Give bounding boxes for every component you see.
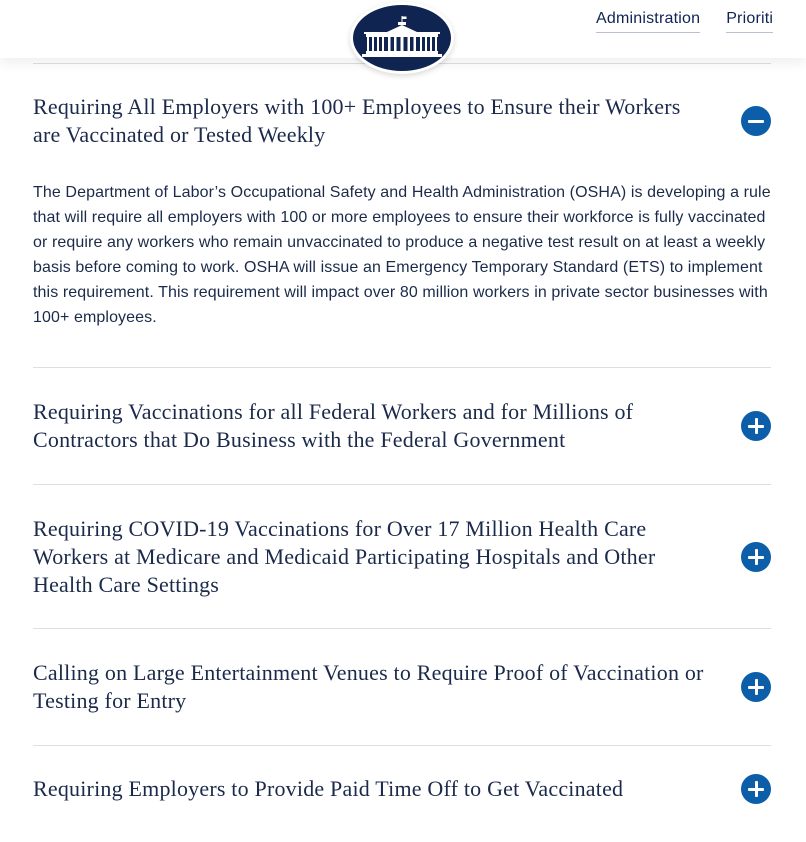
accordion-item-entertainment-venues — [33, 629, 771, 746]
minus-circle-icon[interactable] — [741, 106, 771, 136]
accordion-item-paid-time-off — [33, 746, 771, 804]
plus-circle-icon[interactable] — [741, 774, 771, 804]
accordion-header[interactable] — [33, 746, 771, 804]
accordion-body-text: The Department of Labor’s Occupational Safety and Health Administration (OSHA) is developing a rule that will require all employers with 100 or more employees to ensure their workforce is fully vaccinated or require any workers who remain unvaccinated to produce a negative test result on at least a weekly basis before coming to work. OSHA will issue an Emergency Temporary Standard (ETS) to implement this requirement. This requirement will impact over 80 million workers in private sector businesses with 100+ employees. — [33, 184, 771, 326]
accordion-title: Requiring All Employers with 100+ Employees to Ensure their Workers are Vaccinated or Tested Weekly — [33, 94, 681, 147]
plus-circle-icon[interactable] — [741, 672, 771, 702]
accordion-title: Requiring Vaccinations for all Federal Workers and for Millions of Contractors that Do Business with the Federal Government — [33, 399, 634, 452]
accordion-item-federal-workers — [33, 368, 771, 485]
primary-nav — [596, 10, 773, 33]
accordion-title: Requiring COVID-19 Vaccinations for Over 17 Million Health Care Workers at Medicare and Medicaid Participating Hospitals and Other Health Care Settings — [33, 516, 656, 597]
plus-circle-icon[interactable] — [741, 411, 771, 441]
accordion-list — [33, 63, 771, 804]
accordion-header[interactable] — [33, 485, 771, 628]
white-house-building-icon — [362, 16, 442, 60]
accordion-item-health-care-workers — [33, 485, 771, 629]
accordion-header[interactable] — [33, 64, 771, 149]
accordion-title: Calling on Large Entertainment Venues to Require Proof of Vaccination or Testing for Entry — [33, 660, 704, 713]
accordion-header[interactable] — [33, 368, 771, 484]
accordion-header[interactable] — [33, 629, 771, 745]
plus-circle-icon[interactable] — [741, 542, 771, 572]
accordion-item-employer-mandate — [33, 64, 771, 368]
nav-link-administration[interactable]: Administration — [596, 10, 700, 33]
nav-link-priorities[interactable]: Prioriti — [726, 10, 773, 33]
accordion-title: Requiring Employers to Provide Paid Time Off to Get Vaccinated — [33, 776, 624, 801]
white-house-logo[interactable] — [350, 2, 454, 74]
